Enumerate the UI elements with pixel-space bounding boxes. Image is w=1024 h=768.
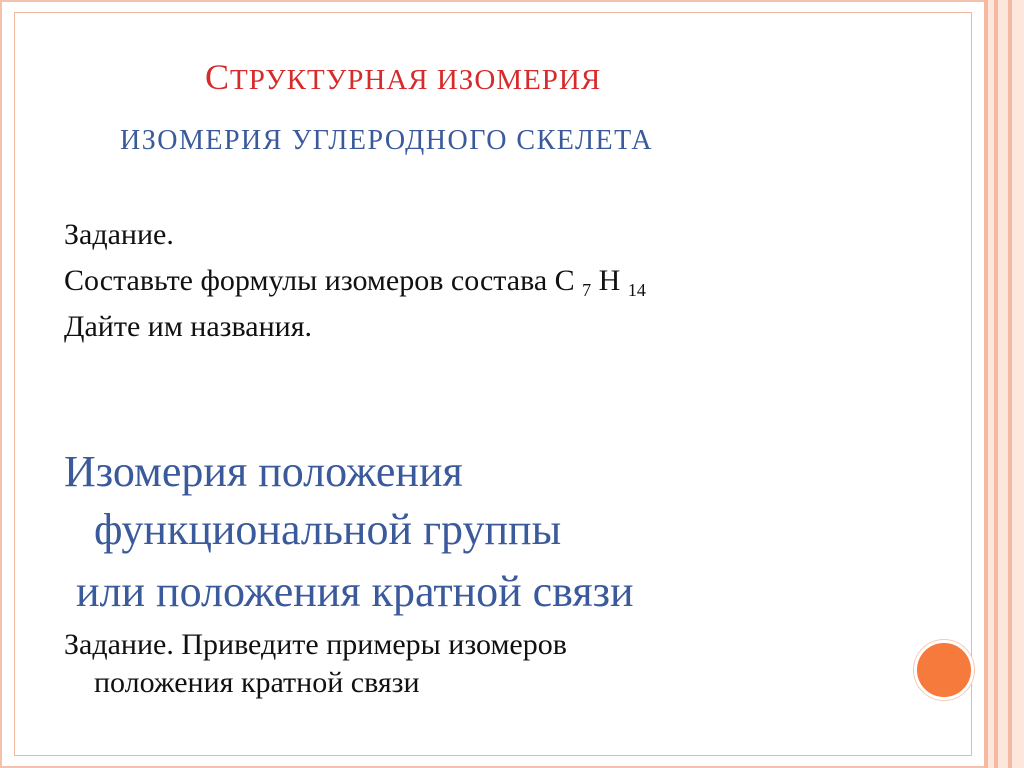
task2-line1: Задание. Приведите примеры изомеров bbox=[64, 628, 567, 661]
title-first-letter: С bbox=[205, 57, 231, 97]
task1-formula-prefix: Составьте формулы изомеров состава С bbox=[64, 264, 575, 297]
title-rest: ТРУКТУРНАЯ ИЗОМЕРИЯ bbox=[230, 64, 602, 96]
subscript-carbon: 7 bbox=[582, 280, 592, 300]
task1-names-line: Дайте им названия. bbox=[64, 310, 313, 343]
hydrogen-label: Н bbox=[598, 264, 621, 297]
slide-title bbox=[205, 56, 601, 98]
slide-subtitle: ИЗОМЕРИЯ УГЛЕРОДНОГО СКЕЛЕТА bbox=[120, 125, 654, 156]
section2-line3: или положения кратной связи bbox=[76, 567, 634, 616]
orange-circle-decoration bbox=[914, 640, 974, 700]
section2-line1: Изомерия положения bbox=[64, 447, 463, 496]
decor-stripe bbox=[1012, 0, 1024, 768]
decor-stripe bbox=[998, 0, 1008, 768]
task1-heading: Задание. bbox=[64, 218, 174, 251]
subscript-hydrogen: 14 bbox=[627, 280, 646, 300]
task1-formula-line bbox=[64, 264, 646, 298]
section2-line2: функциональной группы bbox=[94, 505, 562, 554]
task2-line2: положения кратной связи bbox=[94, 666, 420, 699]
